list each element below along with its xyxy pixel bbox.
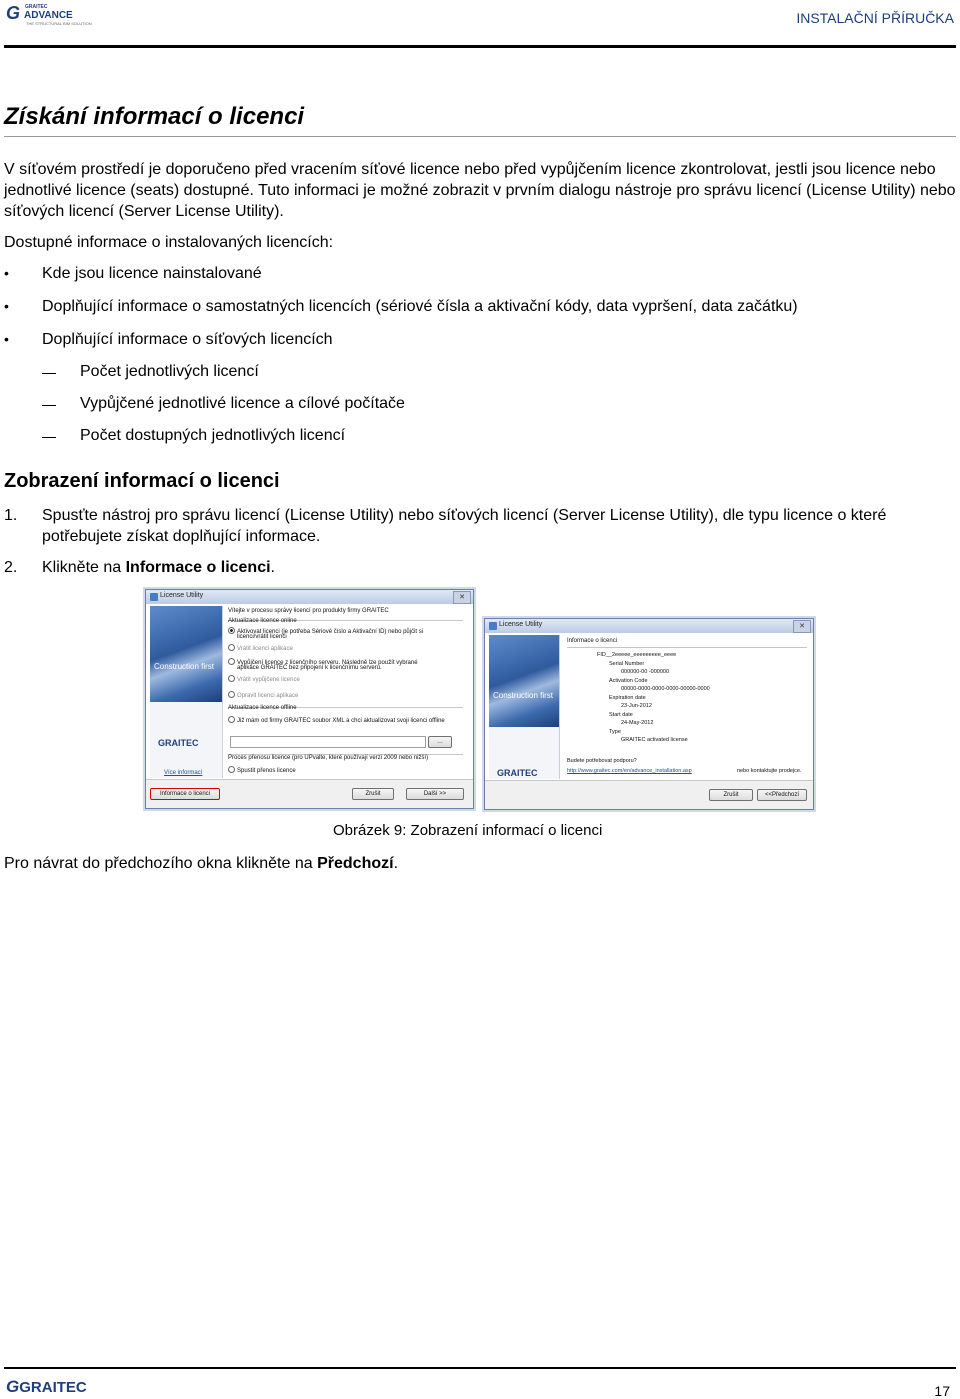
- cancel-button[interactable]: Zrušit: [352, 788, 394, 800]
- side-caption: Construction first: [493, 691, 554, 700]
- subbullet-text: Vypůjčené jednotlivé licence a cílové počítače: [80, 395, 405, 412]
- radio-icon: [228, 766, 235, 773]
- bullet-item: [4, 265, 954, 286]
- window-buttonbar: [146, 779, 473, 808]
- support-question: Budete potřebovat podporu?: [567, 758, 637, 764]
- subbullet-item: [42, 395, 742, 416]
- license-info-window: [484, 618, 814, 810]
- panel-divider: [567, 647, 807, 648]
- building-image: [150, 606, 222, 702]
- bullet-dot-icon: •: [4, 298, 9, 314]
- xml-file-path-input[interactable]: [230, 736, 426, 748]
- page-number: 17: [934, 1383, 950, 1399]
- radio-icon: [228, 716, 235, 723]
- window-titlebar: [146, 590, 473, 604]
- window-titlebar: [485, 619, 813, 633]
- app-icon: [150, 593, 158, 601]
- group-offline-label: Aktualizace licence offline: [228, 705, 297, 711]
- tree-node-fid[interactable]: FID__2eeeee_eeeeeeeee_eeee: [597, 652, 677, 658]
- option-label: Vrátit vypůjčené licence: [237, 677, 300, 683]
- window-content: [228, 606, 469, 778]
- tree-node[interactable]: Start date: [609, 712, 633, 718]
- subbullet-item: [42, 427, 742, 448]
- radio-icon: [228, 658, 235, 665]
- validate-option[interactable]: [228, 644, 293, 652]
- option-label-cont: aplikace GRAITEC bez připojení k licenčnímu serveru.: [237, 665, 382, 671]
- license-utility-window: [145, 589, 474, 809]
- cancel-button[interactable]: Zrušit: [709, 789, 753, 801]
- bullet-item: [4, 298, 954, 319]
- license-info-button[interactable]: Informace o licenci: [150, 788, 220, 800]
- transfer-option[interactable]: [228, 766, 296, 774]
- step-text-bold: Informace o licenci: [125, 559, 271, 576]
- close-icon[interactable]: ✕: [793, 620, 811, 633]
- graitec-logo: GRAITEC: [158, 738, 199, 748]
- tree-leaf: 24-May-2012: [621, 720, 654, 726]
- advance-logo: [6, 3, 92, 26]
- closing-paragraph: [4, 855, 398, 873]
- group-online-label: Aktualizace licence online: [228, 618, 297, 624]
- building-image: [489, 635, 559, 727]
- closing-text: Pro návrat do předchozího okna klikněte na: [4, 855, 318, 872]
- option-label: Vrátit licenci aplikace: [237, 646, 293, 652]
- window-sidebar: [489, 635, 560, 779]
- radio-icon: [228, 644, 235, 651]
- transfer-label: Proces přenosu licence (pro UPvalte, které používají verzi 2009 nebo nižší): [228, 755, 429, 761]
- bullet-dot-icon: •: [4, 331, 9, 347]
- logo-g-mark: G: [6, 3, 20, 23]
- panel-title: Informace o licenci: [567, 638, 618, 644]
- repair-option[interactable]: [228, 691, 298, 699]
- tree-node[interactable]: Serial Number: [609, 661, 645, 667]
- more-info-link[interactable]: Více informací: [164, 770, 203, 776]
- subsection-title: Zobrazení informací o licenci: [4, 470, 280, 492]
- close-icon[interactable]: ✕: [453, 591, 471, 604]
- radio-icon: [228, 691, 235, 698]
- tree-leaf: 00000-0000-0000-0000-00000-0000: [621, 686, 710, 692]
- footer-rule: [4, 1367, 956, 1369]
- window-title: License Utility: [160, 592, 204, 599]
- subbullet-text: Počet jednotlivých licencí: [80, 363, 259, 380]
- step-text-pre: Klikněte na: [42, 559, 126, 576]
- tree-leaf: 000000-00 -000000: [621, 669, 670, 675]
- radio-selected-icon: [228, 627, 235, 634]
- section-title: Získání informací o licenci: [4, 103, 305, 130]
- browse-button[interactable]: …: [428, 736, 452, 748]
- welcome-text: Vítejte v procesu správy licencí pro produkty firmy GRAITEC: [228, 608, 389, 614]
- dash-icon: [42, 405, 56, 406]
- subbullet-item: [42, 363, 742, 384]
- tree-node[interactable]: Expiration date: [609, 695, 646, 701]
- header-rule: [4, 45, 956, 48]
- previous-button[interactable]: <<Předchozí: [757, 789, 807, 801]
- window-buttonbar: [485, 780, 813, 809]
- dash-icon: [42, 437, 56, 438]
- bullet-text: Kde jsou licence nainstalované: [42, 265, 262, 282]
- footer-logo-text: GRAITEC: [19, 1379, 87, 1396]
- bullet-item: [4, 331, 954, 352]
- license-info-panel: [567, 635, 807, 779]
- return-borrowed-option[interactable]: [228, 675, 300, 683]
- manual-title: INSTALAČNÍ PŘÍRUČKA: [796, 10, 954, 26]
- step-number: 1.: [4, 507, 18, 524]
- step-1: [4, 505, 956, 547]
- footer-logo: [6, 1377, 87, 1397]
- tree-node[interactable]: Activation Code: [609, 678, 648, 684]
- step-text-post: .: [270, 559, 275, 576]
- tree-node[interactable]: Type: [609, 729, 621, 735]
- window-title: License Utility: [499, 621, 543, 628]
- logo-tagline: THE STRUCTURAL BIM SOLUTION: [26, 21, 92, 26]
- figure-caption: Obrázek 9: Zobrazení informací o licenci: [333, 822, 603, 839]
- bullet-text: Doplňující informace o samostatných licencích (sériové čísla a aktivační kódy, data vypršení, data začátku): [42, 298, 798, 315]
- intro-paragraph: V síťovém prostředí je doporučeno před vracením síťové licence nebo před vypůjčením licence zkontrolovat, jestli jsou licence nebo jednotlivé licence (seats) dostupné. Tuto informaci je možné zobrazit v prvním dialogu nástroje pro správu licencí (License Utility) nebo síťových licencí (Server License Utility).: [4, 161, 956, 220]
- side-caption: Construction first: [154, 662, 215, 671]
- logo-brand: GRAITEC: [25, 4, 48, 10]
- next-button[interactable]: Další >>: [406, 788, 464, 800]
- step-number: 2.: [4, 559, 18, 576]
- option-label: Vypůjčení licence z licenčního serveru. Následně lze použít vybrané: [237, 660, 418, 666]
- tree-leaf: GRAITEC activated license: [621, 737, 688, 743]
- tree-leaf: 23-Jun-2012: [621, 703, 652, 709]
- option-label-cont: licenci/vrátit licenci: [237, 634, 287, 640]
- step-text: Spusťte nástroj pro správu licencí (License Utility) nebo síťových licencí (Server License Utility), dle typu licence o které potřebujete získat doplňující informace.: [42, 507, 887, 545]
- dash-icon: [42, 373, 56, 374]
- closing-bold: Předchozí: [317, 855, 394, 872]
- closing-post: .: [393, 855, 399, 872]
- bullet-text: Doplňující informace o síťových licencích: [42, 331, 333, 348]
- app-icon: [489, 622, 497, 630]
- section-rule: [4, 136, 956, 137]
- bullet-dot-icon: •: [4, 265, 9, 281]
- graitec-logo: GRAITEC: [497, 768, 538, 778]
- logo-product: ADVANCE: [24, 10, 73, 21]
- window-sidebar: [150, 606, 223, 778]
- option-label: Opravit licenci aplikace: [237, 693, 299, 699]
- option-label: Aktivovat licenci (je potřeba Sériové číslo a Aktivační ID) nebo půjčit si: [237, 629, 424, 635]
- xml-file-option[interactable]: [228, 716, 445, 724]
- step-text: [42, 557, 956, 578]
- support-link[interactable]: http://www.graitec.com/en/advance_installation.asp: [567, 768, 692, 774]
- support-tail: nebo kontaktujte prodejce.: [737, 768, 802, 774]
- option-label: Již mám od firmy GRAITEC soubor XML a chci aktualizovat svoji licenci offline: [237, 718, 445, 724]
- step-2: [4, 557, 956, 578]
- logo-g-icon: G: [6, 1377, 20, 1396]
- option-label: Spustit přenos licence: [237, 768, 296, 774]
- subbullet-text: Počet dostupných jednotlivých licencí: [80, 427, 346, 444]
- list-lead: Dostupné informace o instalovaných licencích:: [4, 234, 334, 251]
- radio-icon: [228, 675, 235, 682]
